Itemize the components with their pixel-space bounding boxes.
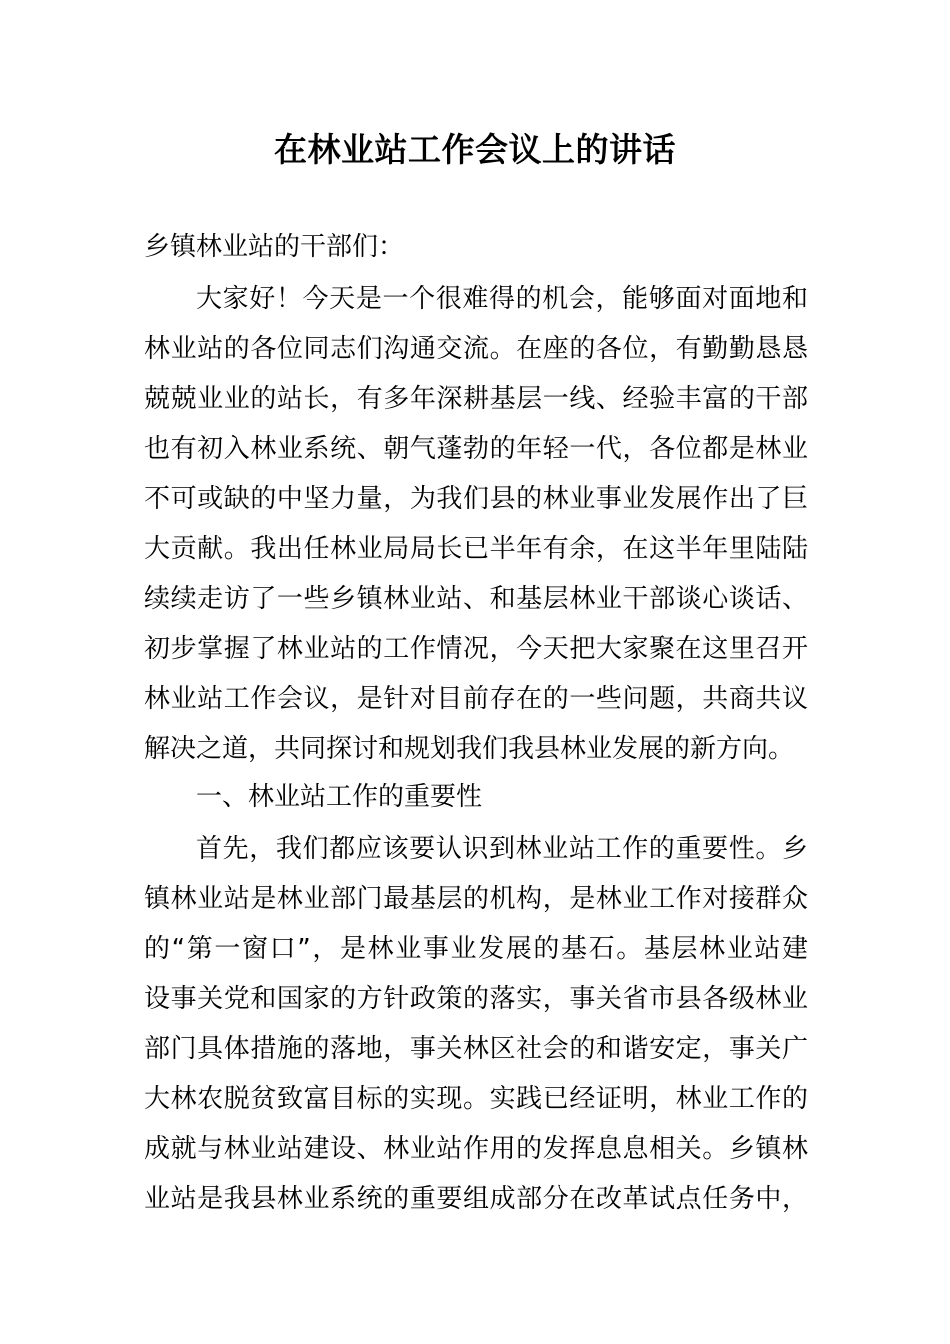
document-title: 在林业站工作会议上的讲话 [274, 130, 676, 169]
paragraph-line: 也有初入林业系统、朝气蓬勃的年轻一代，各位都是林业 [144, 434, 808, 464]
paragraph-line: 成就与林业站建设、林业站作用的发挥息息相关。乡镇林 [144, 1134, 808, 1164]
paragraph-line: 大林农脱贫致富目标的实现。实践已经证明，林业工作的 [144, 1084, 808, 1114]
paragraph-line: 初步掌握了林业站的工作情况，今天把大家聚在这里召开 [144, 634, 808, 664]
paragraph-line: 业站是我县林业系统的重要组成部分在改革试点任务中， [144, 1184, 808, 1214]
paragraph-line: 部门具体措施的落地，事关林区社会的和谐安定，事关广 [144, 1034, 808, 1064]
paragraph-line: 林业站工作会议，是针对目前存在的一些问题，共商共议 [144, 684, 808, 714]
paragraph-line: 续续走访了一些乡镇林业站、和基层林业干部谈心谈话、 [144, 584, 808, 614]
section-heading: 一、林业站工作的重要性 [196, 782, 483, 812]
paragraph-line: 解决之道，共同探讨和规划我们我县林业发展的新方向。 [144, 734, 795, 764]
paragraph-line: 镇林业站是林业部门最基层的机构，是林业工作对接群众 [144, 884, 808, 914]
paragraph-line: 兢兢业业的站长，有多年深耕基层一线、经验丰富的干部 [144, 384, 808, 414]
paragraph-line: 的“第一窗口”，是林业事业发展的基石。基层林业站建 [144, 934, 808, 964]
paragraph-line: 不可或缺的中坚力量，为我们县的林业事业发展作出了巨 [144, 484, 808, 514]
paragraph-line: 首先，我们都应该要认识到林业站工作的重要性。乡 [196, 834, 808, 864]
paragraph-line: 大家好！今天是一个很难得的机会，能够面对面地和 [196, 284, 808, 314]
salutation: 乡镇林业站的干部们： [144, 232, 405, 262]
paragraph-line: 林业站的各位同志们沟通交流。在座的各位，有勤勤恳恳 [144, 334, 808, 364]
paragraph-line: 设事关党和国家的方针政策的落实，事关省市县各级林业 [144, 984, 808, 1014]
paragraph-line: 大贡献。我出任林业局局长已半年有余，在这半年里陆陆 [144, 534, 808, 564]
